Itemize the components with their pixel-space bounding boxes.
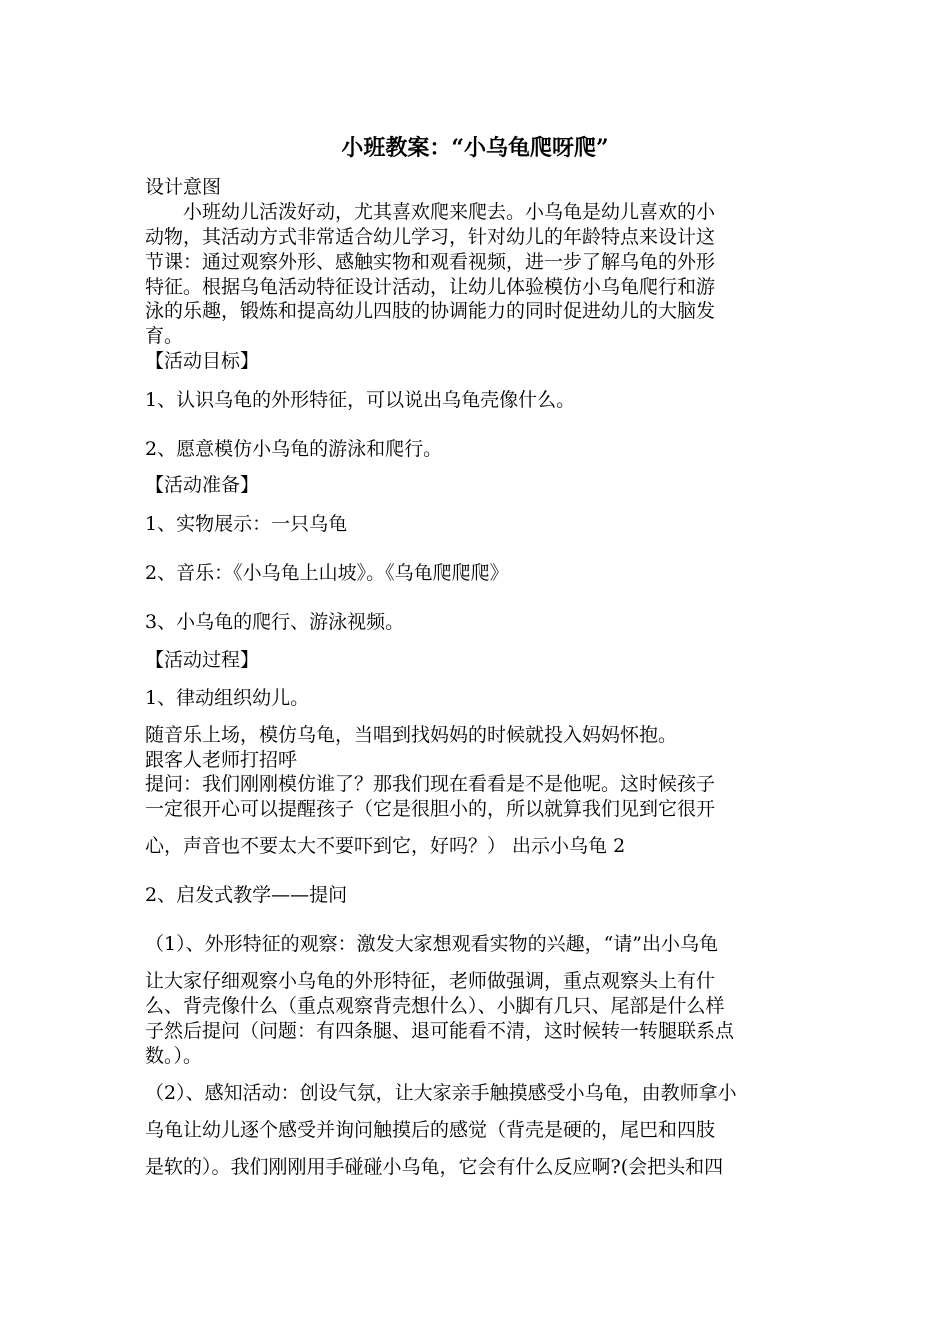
- paragraph-line: 么、背壳像什么（重点观察背壳想什么）、小脚有几只、尾部是什么样: [145, 995, 725, 1017]
- paragraph-line: 动物，其活动方式非常适合幼儿学习，针对幼儿的年龄特点来设计这: [145, 226, 716, 248]
- paragraph-line: 心，声音也不要太大不要吓到它，好吗？） 出示小乌龟 2: [145, 835, 626, 857]
- paragraph-line: 跟客人老师打招呼: [145, 749, 298, 771]
- paragraph-line: 泳的乐趣，锻炼和提高幼儿四肢的协调能力的同时促进幼儿的大脑发: [145, 300, 716, 322]
- paragraph-line: 随音乐上场，模仿乌龟，当唱到找妈妈的时候就投入妈妈怀抱。: [145, 724, 678, 746]
- paragraph-line: 子然后提问（问题：有四条腿、退可能看不清，这时候转一转腿联系点: [145, 1020, 735, 1042]
- section-heading-design-intent: 设计意图: [145, 176, 222, 198]
- paragraph-line: （2）、感知活动：创设气氛，让大家亲手触摸感受小乌龟，由教师拿小: [145, 1082, 737, 1104]
- paragraph-line: 小班幼儿活泼好动，尤其喜欢爬来爬去。小乌龟是幼儿喜欢的小: [183, 201, 716, 223]
- list-item: 3、小乌龟的爬行、游泳视频。: [145, 611, 405, 633]
- section-heading-process: 【活动过程】: [145, 649, 260, 671]
- section-heading-preparation: 【活动准备】: [145, 474, 260, 496]
- paragraph-line: 乌龟让幼儿逐个感受并询问触摸后的感觉（背壳是硬的，尾巴和四肢: [145, 1119, 716, 1141]
- paragraph-line: 一定很开心可以提醒孩子（它是很胆小的，所以就算我们见到它很开: [145, 798, 716, 820]
- paragraph-line: 节课：通过观察外形、感触实物和观看视频，进一步了解乌龟的外形: [145, 251, 716, 273]
- paragraph-line: （1）、外形特征的观察：激发大家想观看实物的兴趣，“请”出小乌龟: [145, 933, 719, 955]
- paragraph-line: 数。）。: [145, 1045, 203, 1067]
- list-item: 2、音乐：《小乌龟上山坡》。《乌龟爬爬爬》: [145, 562, 509, 584]
- list-item: 2、愿意模仿小乌龟的游泳和爬行。: [145, 438, 443, 460]
- document-title: 小班教案：“小乌龟爬呀爬”: [341, 135, 609, 161]
- list-item: 2、启发式教学——提问: [145, 884, 348, 906]
- section-heading-goals: 【活动目标】: [145, 350, 260, 372]
- paragraph-line: 特征。根据乌龟活动特征设计活动，让幼儿体验模仿小乌龟爬行和游: [145, 276, 716, 298]
- paragraph-line: 提问：我们刚刚模仿谁了？那我们现在看看是不是他呢。这时候孩子: [145, 773, 716, 795]
- paragraph-line: 育。: [145, 325, 184, 347]
- paragraph-line: 是软的）。我们刚刚用手碰碰小乌龟，它会有什么反应啊?(会把头和四: [145, 1156, 724, 1178]
- paragraph-line: 让大家仔细观察小乌龟的外形特征，老师做强调，重点观察头上有什: [145, 970, 716, 992]
- list-item: 1、实物展示：一只乌龟: [145, 513, 348, 535]
- list-item: 1、认识乌龟的外形特征，可以说出乌龟壳像什么。: [145, 389, 576, 411]
- list-item: 1、律动组织幼儿。: [145, 687, 310, 709]
